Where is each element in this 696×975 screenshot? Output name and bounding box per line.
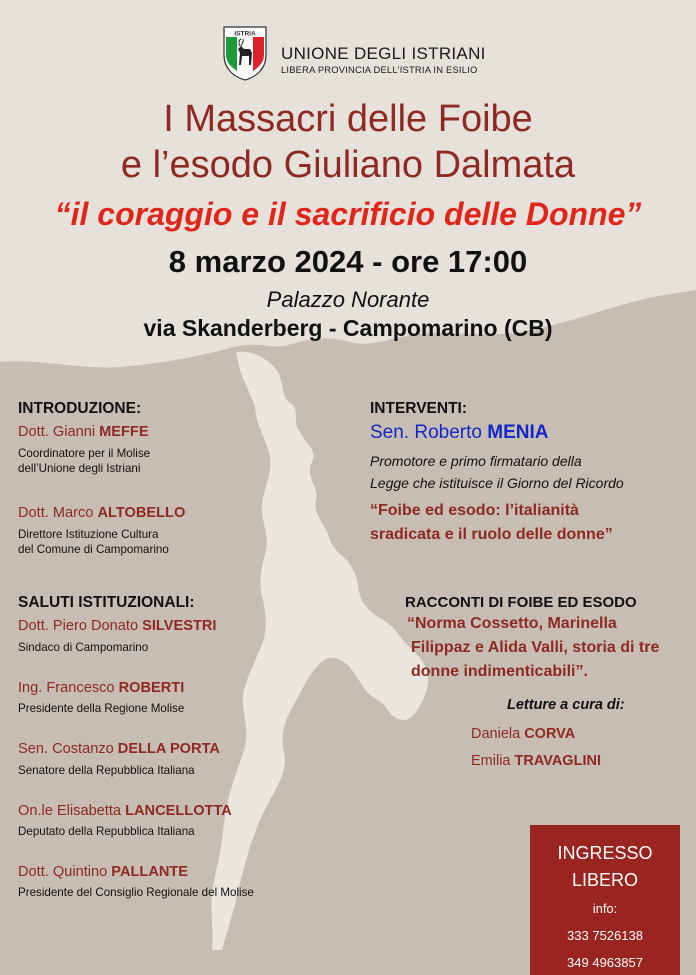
speaker-roberti-role: Presidente della Regione Molise — [18, 702, 185, 715]
event-address: via Skanderberg - Campomarino (CB) — [143, 315, 553, 341]
speaker-della-porta-role: Senatore della Repubblica Italiana — [18, 764, 195, 777]
speaker-silvestri-role: Sindaco di Campomarino — [18, 641, 149, 654]
speaker-pallante: Dott. Quintino PALLANTE — [18, 864, 189, 880]
free-entry-box — [530, 825, 680, 975]
event-venue: Palazzo Norante — [266, 287, 430, 312]
racconti-heading: RACCONTI DI FOIBE ED ESODO — [405, 594, 637, 611]
ingresso-label: INGRESSO — [557, 843, 653, 863]
speaker-lancellotta-role: Deputato della Repubblica Italiana — [18, 825, 195, 838]
istria-shield-logo — [222, 25, 268, 81]
speaker-meffe-role: Coordinatore per il Molise dell’Unione degli Istriani — [18, 447, 151, 475]
speaker-altobello: Dott. Marco ALTOBELLO — [18, 505, 186, 521]
libero-label: LIBERO — [571, 870, 639, 890]
speaker-pallante-role: Presidente del Consiglio Regionale del Molise — [18, 886, 254, 899]
speaker-lancellotta: On.le Elisabetta LANCELLOTTA — [18, 803, 232, 819]
saluti-heading: SALUTI ISTITUZIONALI: — [18, 594, 195, 611]
interventi-heading: INTERVENTI: — [370, 400, 468, 417]
org-name: UNIONE DEGLI ISTRIANI — [281, 44, 486, 63]
title-line-1: I Massacri delle Foibe — [163, 98, 533, 140]
speaker-roberti: Ing. Francesco ROBERTI — [18, 680, 185, 696]
menia-talk-title: “Foibe ed esodo: l’italianità sradicata e il ruolo delle donne” — [370, 502, 613, 543]
racconti-story-title: “Norma Cossetto, Marinella Filippaz e Alida Valli, storia di tre donne indimenticabili”. — [407, 615, 660, 680]
event-date-time: 8 marzo 2024 - ore 17:00 — [168, 244, 528, 279]
speaker-silvestri: Dott. Piero Donato SILVESTRI — [18, 618, 217, 634]
speaker-della-porta: Sen. Costanzo DELLA PORTA — [18, 741, 220, 757]
reader-corva: Daniela CORVA — [471, 726, 576, 742]
speaker-altobello-role: Direttore Istituzione Cultura del Comune di Campomarino — [18, 528, 169, 556]
info-label: info: — [592, 901, 618, 916]
phone-number-2: 349 4963857 — [567, 955, 643, 970]
svg-text:ISTRIA: ISTRIA — [234, 30, 256, 38]
title-line-2: e l’esodo Giuliano Dalmata — [120, 144, 576, 186]
letture-label: Letture a cura di: — [507, 697, 625, 713]
org-subtitle: LIBERA PROVINCIA DELL'ISTRIA IN ESILIO — [281, 64, 478, 75]
phone-number-1: 333 7526138 — [567, 928, 643, 943]
introduzione-heading: INTRODUZIONE: — [18, 400, 142, 417]
reader-travaglini: Emilia TRAVAGLINI — [471, 753, 601, 769]
speaker-menia-description: Promotore e primo firmatario della Legge che istituisce il Giorno del Ricordo — [370, 453, 624, 491]
speaker-meffe: Dott. Gianni MEFFE — [18, 424, 149, 440]
speaker-menia: Sen. Roberto MENIA — [370, 422, 549, 443]
event-subtitle: “il coraggio e il sacrificio delle Donne” — [54, 196, 642, 232]
